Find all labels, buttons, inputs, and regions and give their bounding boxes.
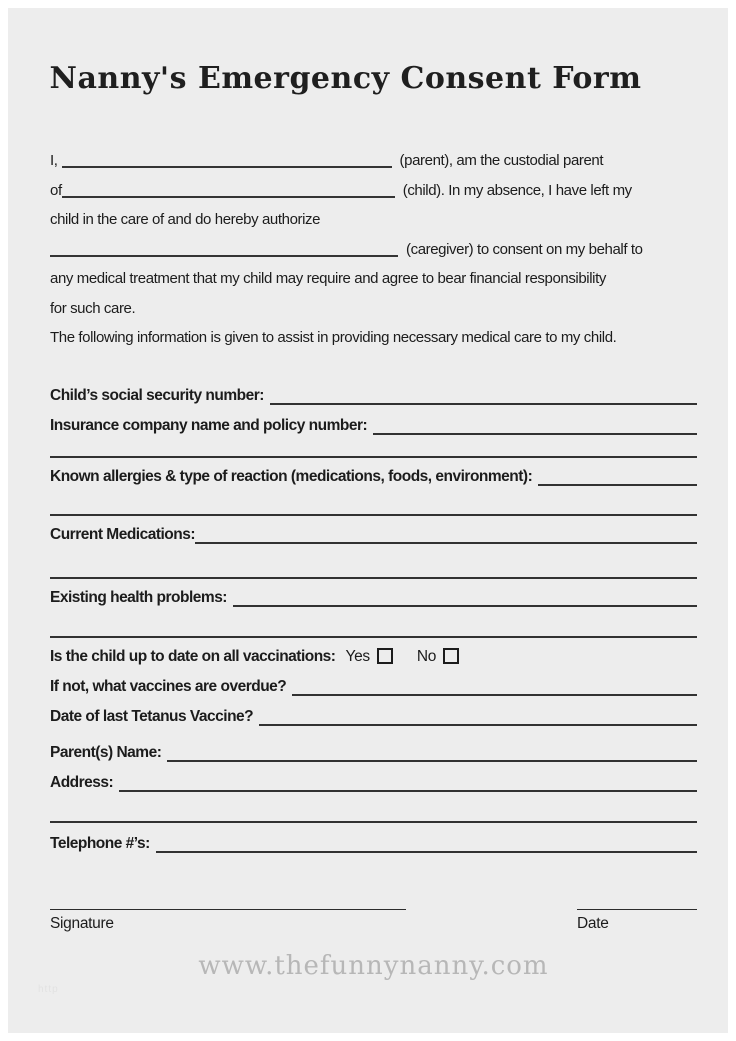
- intro-line-caregiver: [50, 235, 697, 265]
- ssn-blank[interactable]: [270, 403, 697, 405]
- ssn-label: Child’s social security number:: [50, 386, 264, 404]
- field-insurance: [50, 409, 697, 439]
- field-telephone: [50, 827, 697, 857]
- health-continuation-line[interactable]: [50, 636, 697, 638]
- intro-paragraph: [50, 146, 697, 353]
- signature-label: Signature: [50, 914, 114, 932]
- field-address: [50, 766, 697, 796]
- consent-form-page: [8, 8, 728, 1033]
- field-vaccinations: [50, 640, 697, 670]
- intro-line-closing: The following information is given to assist in providing necessary medical care to my child.: [50, 329, 617, 346]
- no-checkbox[interactable]: [443, 648, 459, 664]
- intro-line-authorize: child in the care of and do hereby authorize: [50, 211, 321, 228]
- no-label: No: [416, 647, 437, 665]
- overdue-vaccines-blank[interactable]: [292, 694, 697, 696]
- allergies-blank[interactable]: [538, 484, 697, 486]
- intro-caregiver-suffix: (caregiver) to consent on my behalf to: [406, 240, 643, 258]
- address-blank[interactable]: [119, 790, 697, 792]
- form-title: Nanny's Emergency Consent Form: [49, 61, 642, 96]
- parents-name-blank[interactable]: [167, 760, 697, 762]
- overdue-vaccines-label: If not, what vaccines are overdue?: [50, 677, 287, 695]
- intro-of-prefix: of: [50, 181, 62, 199]
- insurance-label: Insurance company name and policy number:: [50, 416, 368, 434]
- field-parents-name: [50, 736, 697, 766]
- parent-name-blank[interactable]: [62, 154, 392, 168]
- field-allergies: [50, 460, 697, 490]
- insurance-continuation-line[interactable]: [50, 456, 697, 458]
- telephone-blank[interactable]: [156, 851, 697, 853]
- child-name-blank[interactable]: [62, 184, 395, 198]
- faint-corner-text: http: [38, 984, 59, 995]
- parents-name-label: Parent(s) Name:: [50, 743, 162, 761]
- field-overdue-vaccines: [50, 670, 697, 700]
- tetanus-blank[interactable]: [259, 724, 697, 726]
- signature-block: [50, 909, 406, 937]
- health-problems-blank[interactable]: [233, 605, 697, 607]
- address-continuation-line[interactable]: [50, 821, 697, 823]
- signature-line[interactable]: [50, 909, 406, 910]
- field-health: [50, 581, 697, 611]
- health-problems-label: Existing health problems:: [50, 588, 227, 606]
- field-medications: [50, 518, 697, 548]
- intro-line-treatment: any medical treatment that my child may require and agree to bear financial responsibility: [50, 270, 606, 287]
- yes-checkbox[interactable]: [377, 648, 393, 664]
- insurance-blank[interactable]: [373, 433, 697, 435]
- intro-line-child: [50, 176, 697, 206]
- allergies-continuation-line[interactable]: [50, 514, 697, 516]
- intro-line-care: for such care.: [50, 299, 136, 317]
- telephone-label: Telephone #’s:: [50, 834, 150, 852]
- medications-continuation-line[interactable]: [50, 577, 697, 579]
- signature-date-row: [50, 909, 697, 937]
- intro-child-suffix: (child). In my absence, I have left my: [402, 181, 632, 199]
- date-line[interactable]: [577, 909, 697, 910]
- address-label: Address:: [50, 773, 114, 791]
- date-block: [577, 909, 697, 937]
- vaccinations-label: Is the child up to date on all vaccinations:: [50, 647, 336, 665]
- field-ssn: [50, 379, 697, 409]
- intro-line-parent: [50, 146, 697, 176]
- medications-blank[interactable]: [195, 542, 697, 544]
- field-tetanus: [50, 700, 697, 730]
- medications-label: Current Medications:: [50, 525, 196, 543]
- intro-parent-suffix: (parent), am the custodial parent: [399, 152, 604, 169]
- form-fields: [50, 379, 697, 857]
- yes-label: Yes: [345, 647, 370, 665]
- date-label: Date: [577, 914, 609, 932]
- site-watermark: www.thefunnynanny.com: [198, 950, 549, 981]
- allergies-label: Known allergies & type of reaction (medications, foods, environment):: [50, 467, 533, 485]
- tetanus-label: Date of last Tetanus Vaccine?: [50, 707, 254, 725]
- intro-i-prefix: I,: [50, 152, 58, 169]
- caregiver-name-blank[interactable]: [50, 243, 398, 257]
